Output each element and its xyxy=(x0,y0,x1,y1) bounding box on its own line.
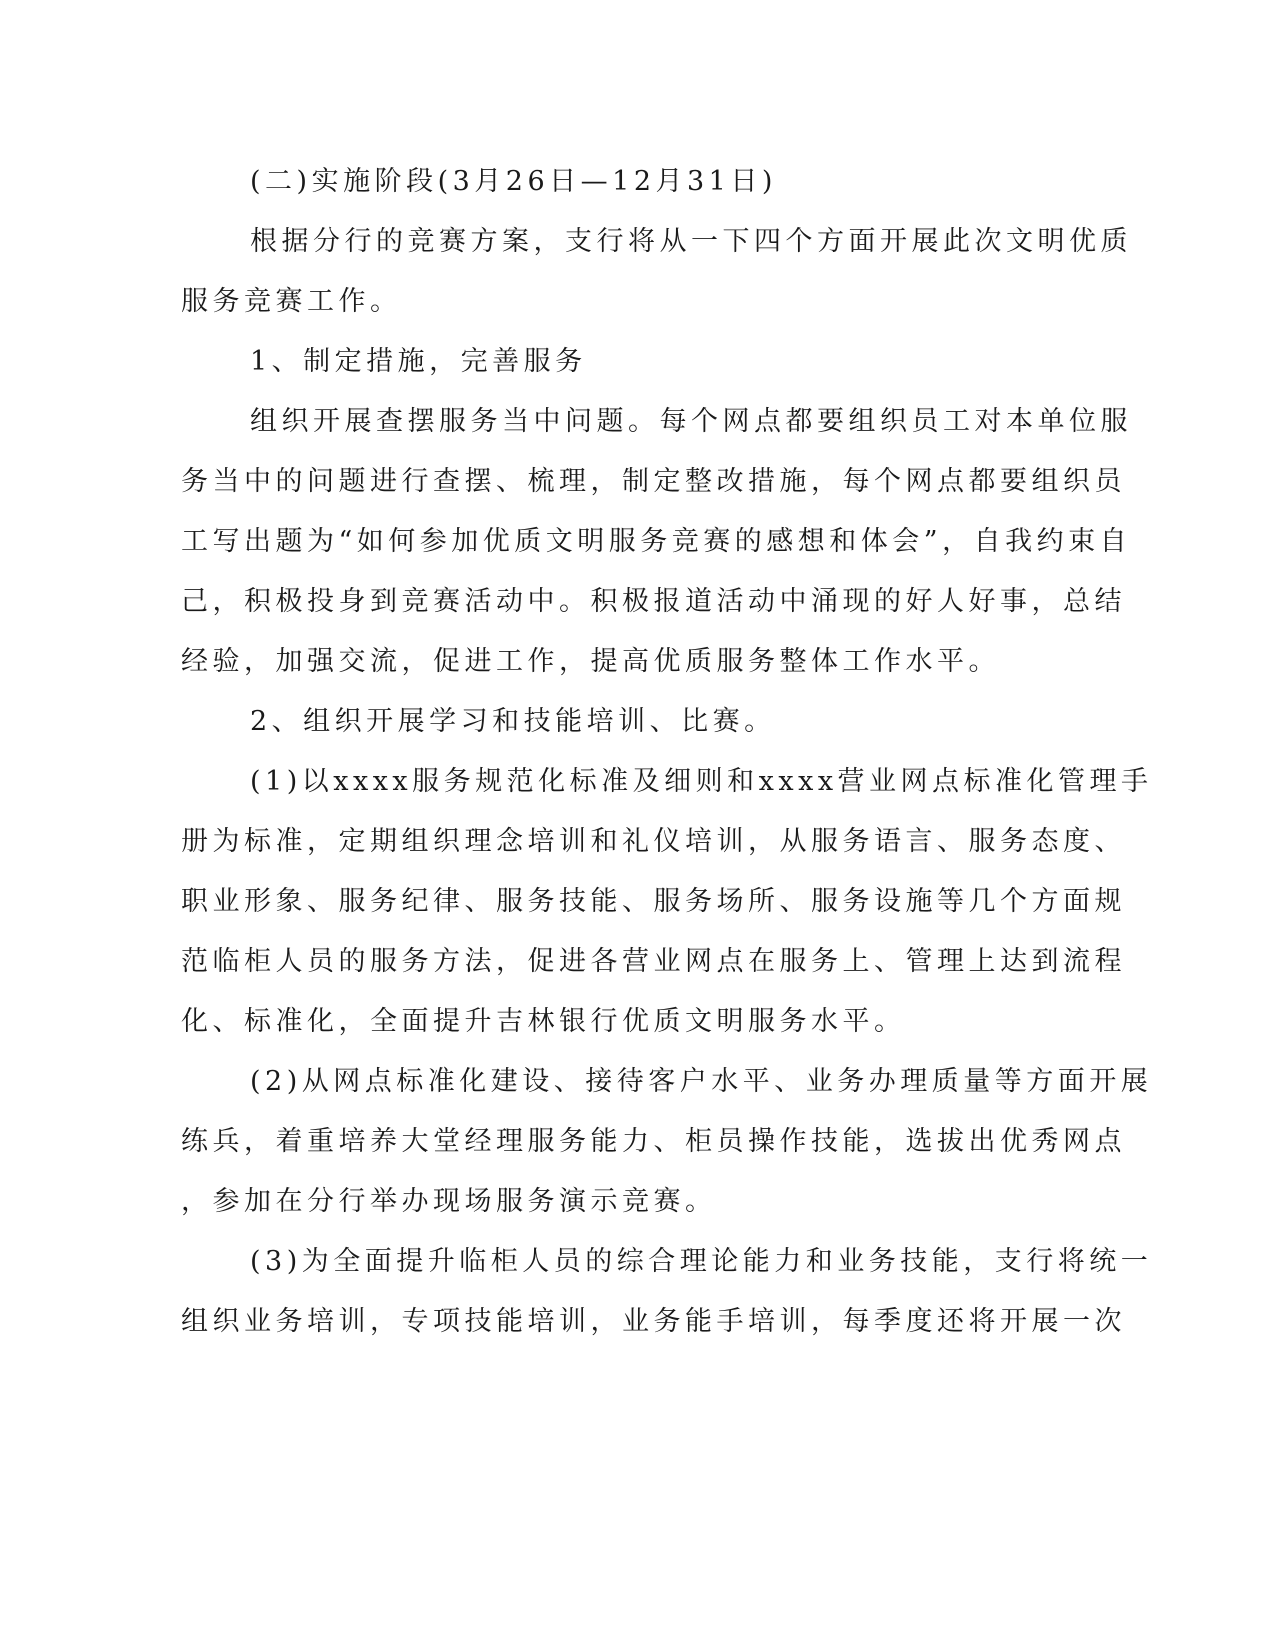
paragraph-line: 范临柜人员的服务方法，促进各营业网点在服务上、管理上达到流程 xyxy=(181,946,1126,977)
paragraph-line: 组织业务培训，专项技能培训，业务能手培训，每季度还将开展一次 xyxy=(181,1306,1126,1337)
paragraph-line: 务当中的问题进行查摆、梳理，制定整改措施，每个网点都要组织员 xyxy=(181,466,1126,497)
paragraph-line: 册为标准，定期组织理念培训和礼仪培训，从服务语言、服务态度、 xyxy=(181,826,1126,857)
paragraph-line: 练兵，着重培养大堂经理服务能力、柜员操作技能，选拔出优秀网点 xyxy=(181,1126,1126,1157)
paragraph-line: (1)以xxxx服务规范化标准及细则和xxxx营业网点标准化管理手 xyxy=(250,766,1153,797)
paragraph-line: 组织开展查摆服务当中问题。每个网点都要组织员工对本单位服 xyxy=(250,406,1132,437)
paragraph-line: 己，积极投身到竞赛活动中。积极报道活动中涌现的好人好事，总结 xyxy=(181,586,1126,617)
paragraph-line: ，参加在分行举办现场服务演示竞赛。 xyxy=(181,1186,717,1217)
paragraph-line: 根据分行的竞赛方案，支行将从一下四个方面开展此次文明优质 xyxy=(250,226,1132,257)
paragraph-line: (2)从网点标准化建设、接待客户水平、业务办理质量等方面开展 xyxy=(250,1066,1153,1097)
paragraph-line: 服务竞赛工作。 xyxy=(181,286,402,317)
subsection-heading: 2、组织开展学习和技能培训、比赛。 xyxy=(250,706,776,737)
section-heading: (二)实施阶段(3月26日—12月31日) xyxy=(250,166,777,197)
paragraph-line: 化、标准化，全面提升吉林银行优质文明服务水平。 xyxy=(181,1006,906,1037)
paragraph-line: 经验，加强交流，促进工作，提高优质服务整体工作水平。 xyxy=(181,646,1000,677)
paragraph-line: 职业形象、服务纪律、服务技能、服务场所、服务设施等几个方面规 xyxy=(181,886,1126,917)
paragraph-line: (3)为全面提升临柜人员的综合理论能力和业务技能，支行将统一 xyxy=(250,1246,1153,1277)
paragraph-line: 工写出题为“如何参加优质文明服务竞赛的感想和体会”，自我约束自 xyxy=(181,526,1132,557)
subsection-heading: 1、制定措施，完善服务 xyxy=(250,346,587,377)
